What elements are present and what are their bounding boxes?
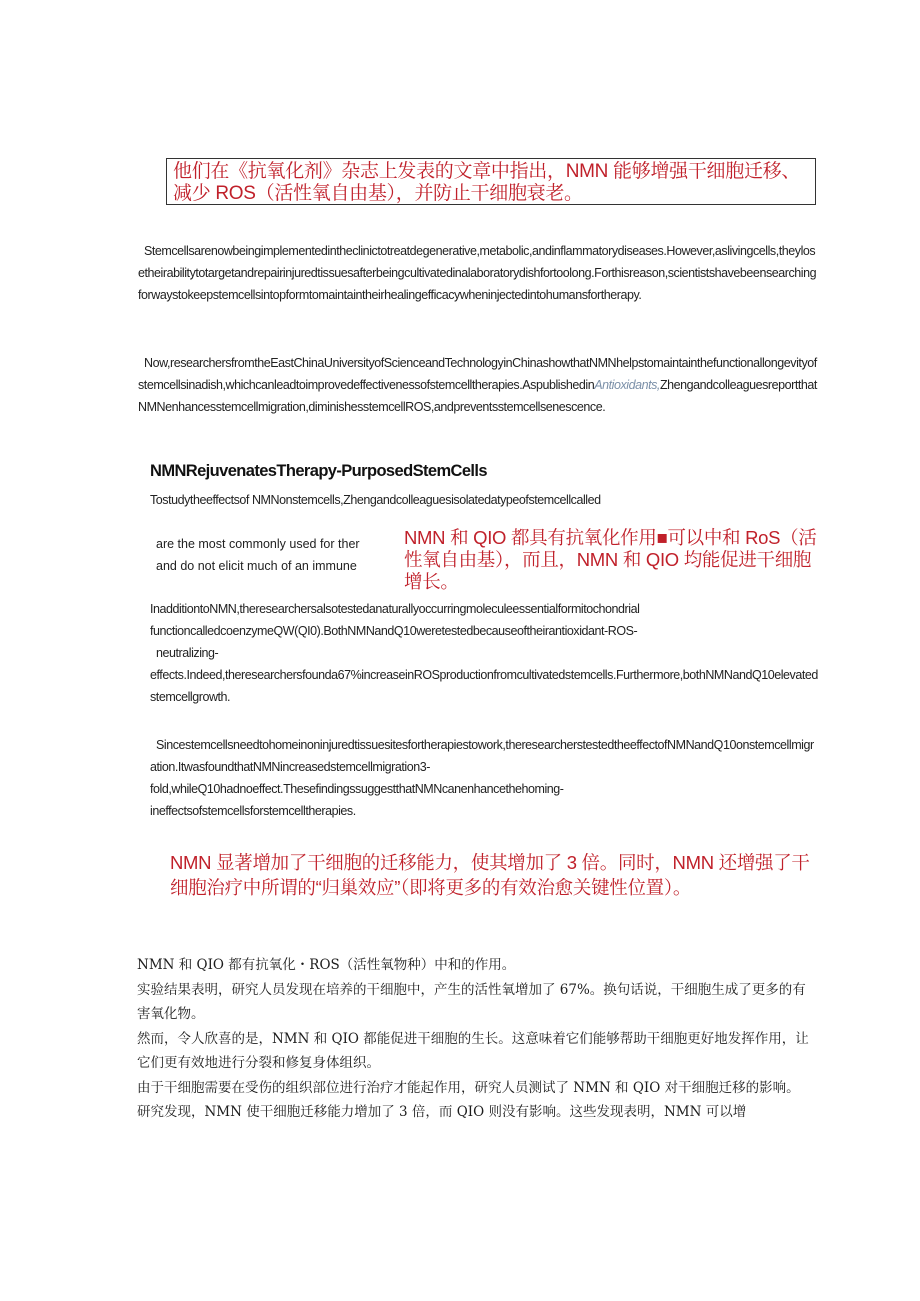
top-highlight-text: 他们在《抗氧化剂》杂志上发表的文章中指出，NMN 能够增强干细胞迁移、减少 ROS（活性氧自由基），并防止干细胞衰老。 bbox=[173, 161, 801, 204]
paragraph-4-line-2: functioncalledcoenzymeQW(QI0).BothNMNandQ10weretestedbecauseoftheirantioxidant-ROS- bbox=[150, 624, 638, 638]
paragraph-4-line-1: InadditiontoNMN,theresearchersalsotestedanaturallyoccurringmoleculeessentialformitochondrial bbox=[150, 602, 640, 616]
summary-line-1: NMN 和 QIO 都有抗氧化・ROS（活性氧物种）中和的作用。 bbox=[137, 957, 516, 973]
paragraph-2-after: ZhengandcolleaguesreportthatNMNenhancesstemcellmigration,diminishesstemcellROS,andpreventsstemcellsenescence. bbox=[138, 378, 817, 414]
paragraph-2-before: Now,researchersfromtheEastChinaUniversityofScienceandTechnologyinChinashowthatNMNhelpstomaintainthefunctionallongevityofstemcellsinadish,whichcanleadtoimprovedeffectivenessofstemcelltherapies.Aspublishedin bbox=[138, 356, 817, 392]
paragraph-4-line-4: effects.Indeed,theresearchersfounda67%increaseinROSproductionfromcultivatedstemcells.Furthermore,bothNMNandQ10elevatedstemcellgrowth. bbox=[150, 668, 818, 704]
fragment-line-2: and do not elicit much of an immune bbox=[156, 559, 357, 573]
summary-line-3: 然而，令人欣喜的是，NMN 和 QIO 都能促进干细胞的生长。这意味着它们能够帮助干细胞更好地发挥作用，让它们更有效地进行分裂和修复身体组织。 bbox=[137, 1030, 809, 1071]
paragraph-4-line-3: neutralizing- bbox=[156, 646, 219, 660]
paragraph-2 bbox=[138, 352, 818, 418]
paragraph-5 bbox=[150, 734, 820, 822]
top-highlight-box bbox=[166, 158, 816, 205]
paragraph-5-line-2: fold,whileQ10hadnoeffect.ThesefindingssuggestthatNMNcanenhancethehoming- bbox=[150, 782, 564, 796]
section-heading: NMNRejuvenatesTherapy-PurposedStemCells bbox=[150, 462, 487, 480]
paragraph-4 bbox=[150, 598, 820, 708]
bottom-highlight: NMN 显著增加了干细胞的迁移能力，使其增加了 3 倍。同时，NMN 还增强了干细胞治疗中所谓的“归巢效应”（即将更多的有效治愈关键性位置）。 bbox=[170, 852, 810, 898]
paragraph-5-line-1-text: Sincestemcellsneedtohomeinoninjuredtissuesitesfortherapiestowork,theresearcherstestedtheeffectofNMNandQ10onstemcellmigration.ItwasfoundthatNMNincreasedstemcellmigration3- bbox=[150, 738, 814, 774]
chinese-summary bbox=[137, 953, 817, 1125]
fragment-line-1: are the most commonly used for ther bbox=[156, 537, 360, 551]
paragraph-5-line-1 bbox=[150, 734, 820, 778]
journal-link[interactable]: Antioxidants, bbox=[594, 378, 660, 392]
summary-line-5: 研究发现，NMN 使干细胞迁移能力增加了 3 倍，而 QIO 则没有影响。这些发现表明，NMN 可以增 bbox=[137, 1104, 747, 1120]
side-highlight: NMN 和 QIO 都具有抗氧化作用■可以中和 RoS（活性氧自由基），而且，NMN 和 QIO 均能促进干细胞增长。 bbox=[404, 527, 817, 592]
paragraph-3: Tostudytheeffectsof NMNonstemcells,Zhengandcolleaguesisolatedatypeofstemcellcalled bbox=[150, 493, 601, 507]
paragraph-1 bbox=[138, 240, 818, 306]
summary-line-4: 由于干细胞需要在受伤的组织部位进行治疗才能起作用，研究人员测试了 NMN 和 QIO 对干细胞迁移的影响。 bbox=[137, 1079, 800, 1096]
paragraph-5-line-3: ineffectsofstemcellsforstemcelltherapies. bbox=[150, 804, 356, 818]
paragraph-1-text: Stemcellsarenowbeingimplementedintheclinictotreatdegenerative,metabolic,andinflammatorydiseases.However,aslivingcells,theylosetheirabilitytotargetandrepairinjuredtissuesafterbeingcultivatedinalaboratorydishfortoolong.Forthisreason,scientistshavebeensearchingforwaystokeepstemcellsintopformtomaintaintheirhealingefficacywheninjectedintohumansfortherapy. bbox=[138, 244, 817, 302]
summary-line-2: 实验结果表明，研究人员发现在培养的干细胞中，产生的活性氧增加了 67%。换句话说，干细胞生成了更多的有害氧化物。 bbox=[137, 981, 806, 1022]
